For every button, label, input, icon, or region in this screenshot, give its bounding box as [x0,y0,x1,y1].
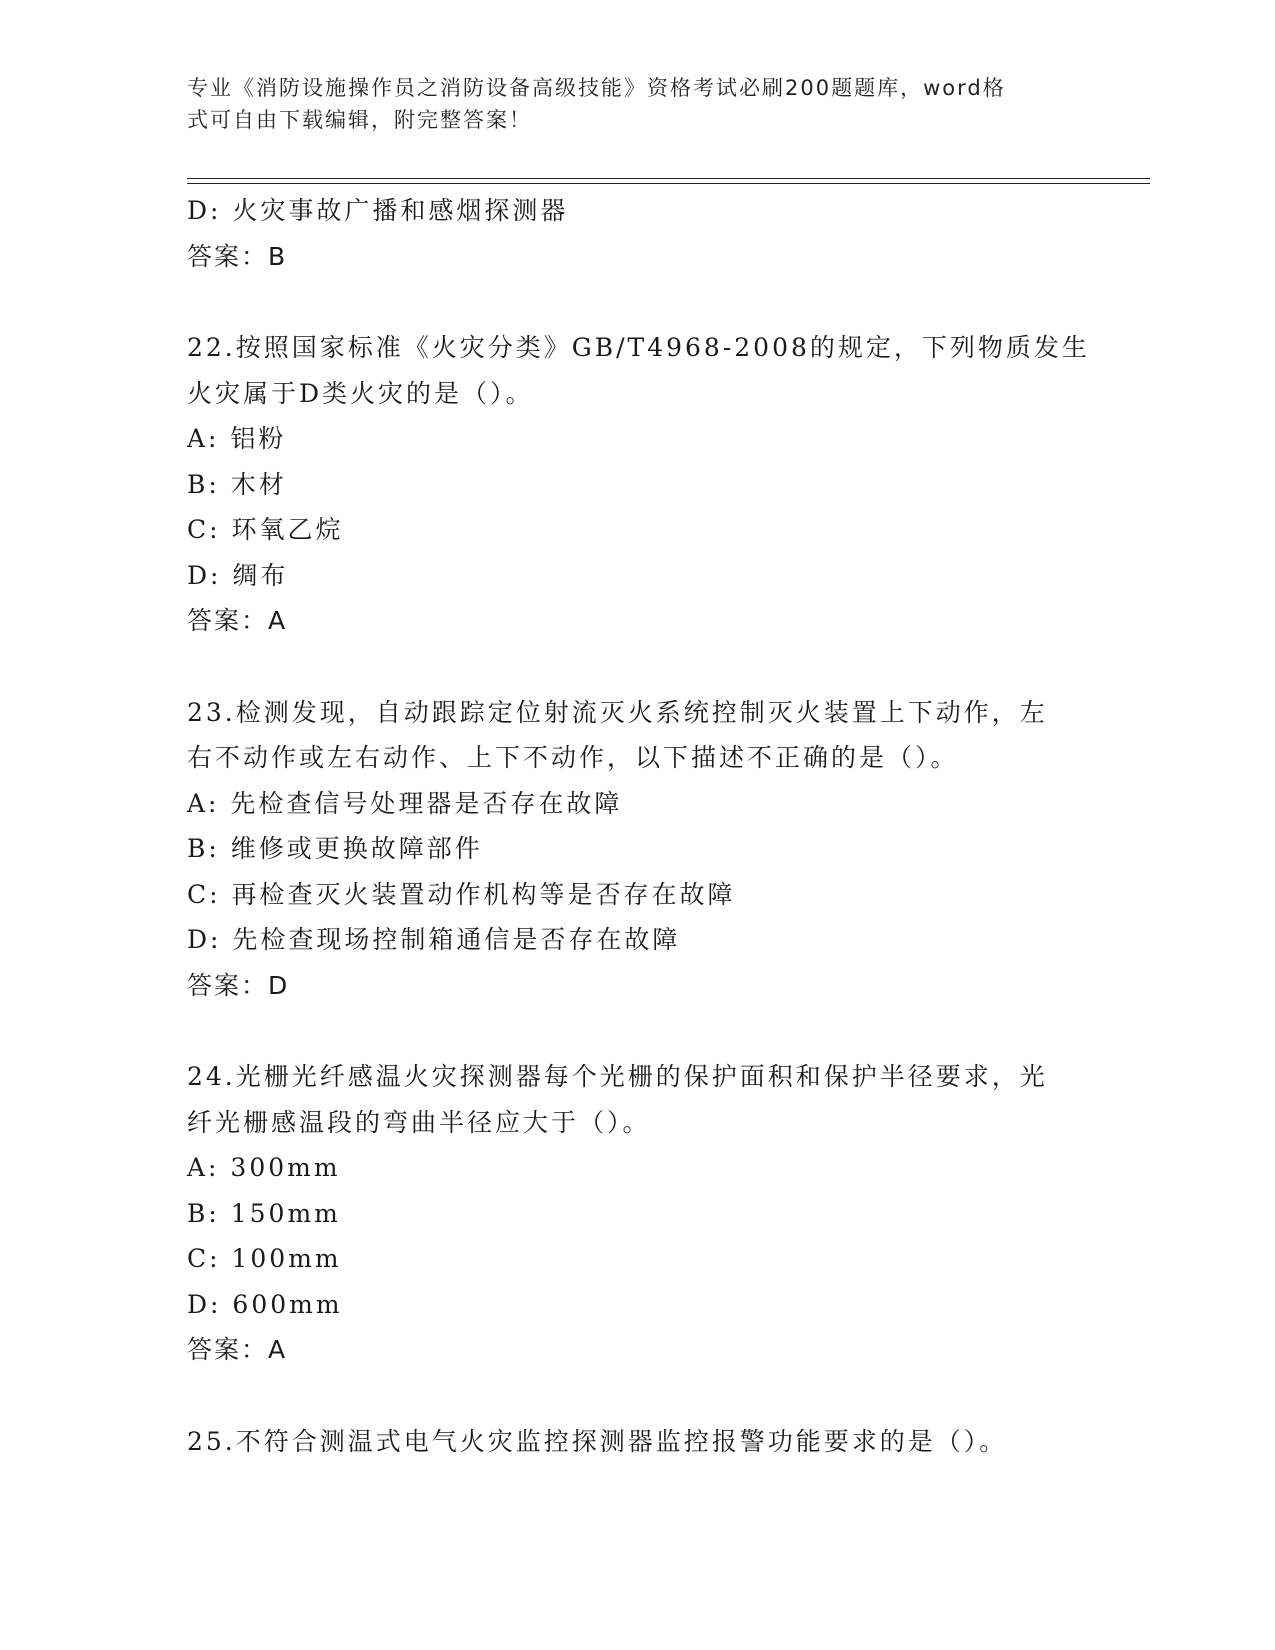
option-a: A: 铝粉 [187,424,287,453]
option-c: C: 再检查灭火装置动作机构等是否存在故障 [187,879,736,909]
answer-line: 答案：A [187,1335,288,1364]
option-d: D: 先检查现场控制箱通信是否存在故障 [187,925,681,954]
answer-line: 答案：D [187,970,290,1000]
option-b: B: 150mm [187,1198,341,1228]
answer-line: 答案：A [187,606,288,635]
header-line-1: 专业《消防设施操作员之消防设备高级技能》资格考试必刷200题题库，word格 [187,76,1006,100]
option-a: A: 300mm [187,1153,341,1182]
previous-question-tail [187,188,1087,279]
spacer [187,279,1087,325]
page-header [187,72,1067,136]
spacer [187,1008,1087,1054]
option-b: B: 维修或更换故障部件 [187,834,483,863]
option-d: D: 绸布 [187,560,289,590]
header-divider-bottom [187,183,1150,184]
question-stem-line: 23.检测发现，自动跟踪定位射流灭火系统控制灭火装置上下动作，左 [187,697,1048,727]
question-stem-line: 25.不符合测温式电气火灾监控探测器监控报警功能要求的是（）。 [187,1426,1008,1456]
question-stem-line: 24.光栅光纤感温火灾探测器每个光栅的保护面积和保护半径要求，光 [187,1062,1048,1091]
answer-line: 答案：B [187,241,288,271]
option-c: C: 100mm [187,1244,342,1273]
option-d: D: 火灾事故广播和感烟探测器 [187,196,569,225]
spacer [187,1373,1087,1419]
option-b: B: 木材 [187,469,287,499]
option-a: A: 先检查信号处理器是否存在故障 [187,788,623,818]
question-24 [187,1054,1087,1373]
question-23 [187,690,1087,1009]
question-22 [187,325,1090,644]
option-c: C: 环氧乙烷 [187,515,344,544]
question-stem-line: 22.按照国家标准《火灾分类》GB/T4968-2008的规定，下列物质发生 [187,333,1090,362]
question-25 [187,1419,1087,1465]
header-line-2: 式可自由下载编辑，附完整答案！ [187,108,532,132]
option-d: D: 600mm [187,1289,343,1319]
spacer [187,644,1087,690]
question-stem-line: 右不动作或左右动作、上下不动作，以下描述不正确的是（）。 [187,743,959,772]
question-content [187,188,1090,1464]
header-divider-top [187,178,1150,179]
question-stem-line: 纤光栅感温段的弯曲半径应大于（）。 [187,1107,651,1137]
question-stem-line: 火灾属于D类火灾的是（）。 [187,378,534,408]
